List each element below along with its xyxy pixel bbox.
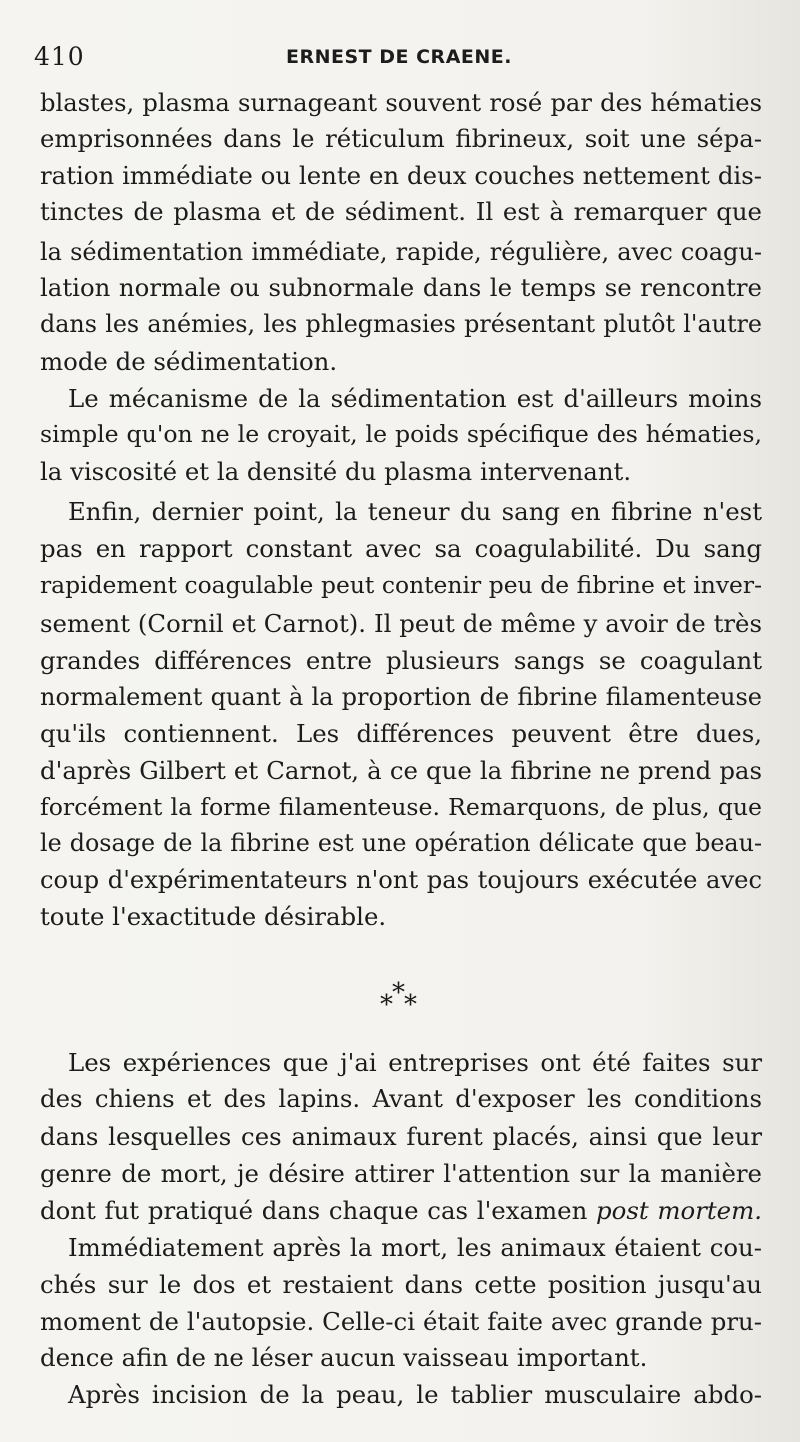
text-line: Les expériences que j'ai entreprises ont été faites sur xyxy=(68,1048,762,1077)
text-line: d'après Gilbert et Carnot, à ce que la fibrine ne prend pas xyxy=(40,756,762,785)
text-line: la viscosité et la densité du plasma intervenant. xyxy=(40,457,632,486)
asterism-star: * xyxy=(404,990,417,1020)
text-line-main: dont fut pratiqué dans chaque cas l'examen xyxy=(40,1196,588,1225)
text-line: ration immédiate ou lente en deux couches nettement dis- xyxy=(40,161,762,190)
text-line: toute l'exactitude désirable. xyxy=(40,902,387,931)
italic-phrase: post mortem. xyxy=(596,1196,762,1225)
text-line: dence afin de ne léser aucun vaisseau important. xyxy=(40,1343,648,1372)
page-header xyxy=(34,42,764,76)
text-line: moment de l'autopsie. Celle-ci était faite avec grande pru- xyxy=(40,1307,762,1336)
text-line: lation normale ou subnormale dans le temps se rencontre xyxy=(40,273,762,302)
text-line: qu'ils contiennent. Les différences peuvent être dues, xyxy=(40,719,762,748)
asterism-star: * xyxy=(392,978,405,1008)
text-line: emprisonnées dans le réticulum fibrineux, soit une sépa- xyxy=(40,124,762,153)
text-line: le dosage de la fibrine est une opération délicate que beau- xyxy=(40,829,762,857)
text-line: pas en rapport constant avec sa coagulabilité. Du sang xyxy=(40,534,762,563)
text-line: la sédimentation immédiate, rapide, régulière, avec coagu- xyxy=(40,238,762,266)
text-line: Le mécanisme de la sédimentation est d'ailleurs moins xyxy=(68,384,762,413)
asterism-star: * xyxy=(380,990,393,1020)
running-head: ERNEST DE CRAENE. xyxy=(286,46,512,68)
text-line: dans les anémies, les phlegmasies présentant plutôt l'autre xyxy=(40,310,762,338)
text-line: normalement quant à la proportion de fibrine filamenteuse xyxy=(40,683,762,711)
text-line: grandes différences entre plusieurs sangs se coagulant xyxy=(40,646,762,675)
text-line: des chiens et des lapins. Avant d'exposer les conditions xyxy=(40,1084,762,1113)
text-line: chés sur le dos et restaient dans cette position jusqu'au xyxy=(40,1270,762,1299)
text-line: dans lesquelles ces animaux furent placés, ainsi que leur xyxy=(40,1122,762,1151)
text-line xyxy=(40,1196,762,1225)
text-line: coup d'expérimentateurs n'ont pas toujours exécutée avec xyxy=(40,866,762,894)
text-line: tinctes de plasma et de sédiment. Il est à remarquer que xyxy=(40,197,762,226)
text-line: mode de sédimentation. xyxy=(40,347,338,376)
page-number: 410 xyxy=(34,42,85,71)
text-line: simple qu'on ne le croyait, le poids spécifique des hématies, xyxy=(40,420,762,448)
text-line: blastes, plasma surnageant souvent rosé par des hématies xyxy=(40,89,762,117)
text-line: forcément la forme filamenteuse. Remarquons, de plus, que xyxy=(40,793,762,821)
text-line: rapidement coagulable peut contenir peu de fibrine et inver- xyxy=(40,571,762,599)
text-line: sement (Cornil et Carnot). Il peut de même y avoir de très xyxy=(40,609,762,638)
text-line: Enfin, dernier point, la teneur du sang en fibrine n'est xyxy=(68,497,762,526)
asterism-separator xyxy=(378,978,422,1018)
text-line: Immédiatement après la mort, les animaux étaient cou- xyxy=(68,1233,762,1262)
text-line: Après incision de la peau, le tablier musculaire abdo- xyxy=(68,1380,762,1409)
text-line: genre de mort, je désire attirer l'attention sur la manière xyxy=(40,1159,762,1188)
